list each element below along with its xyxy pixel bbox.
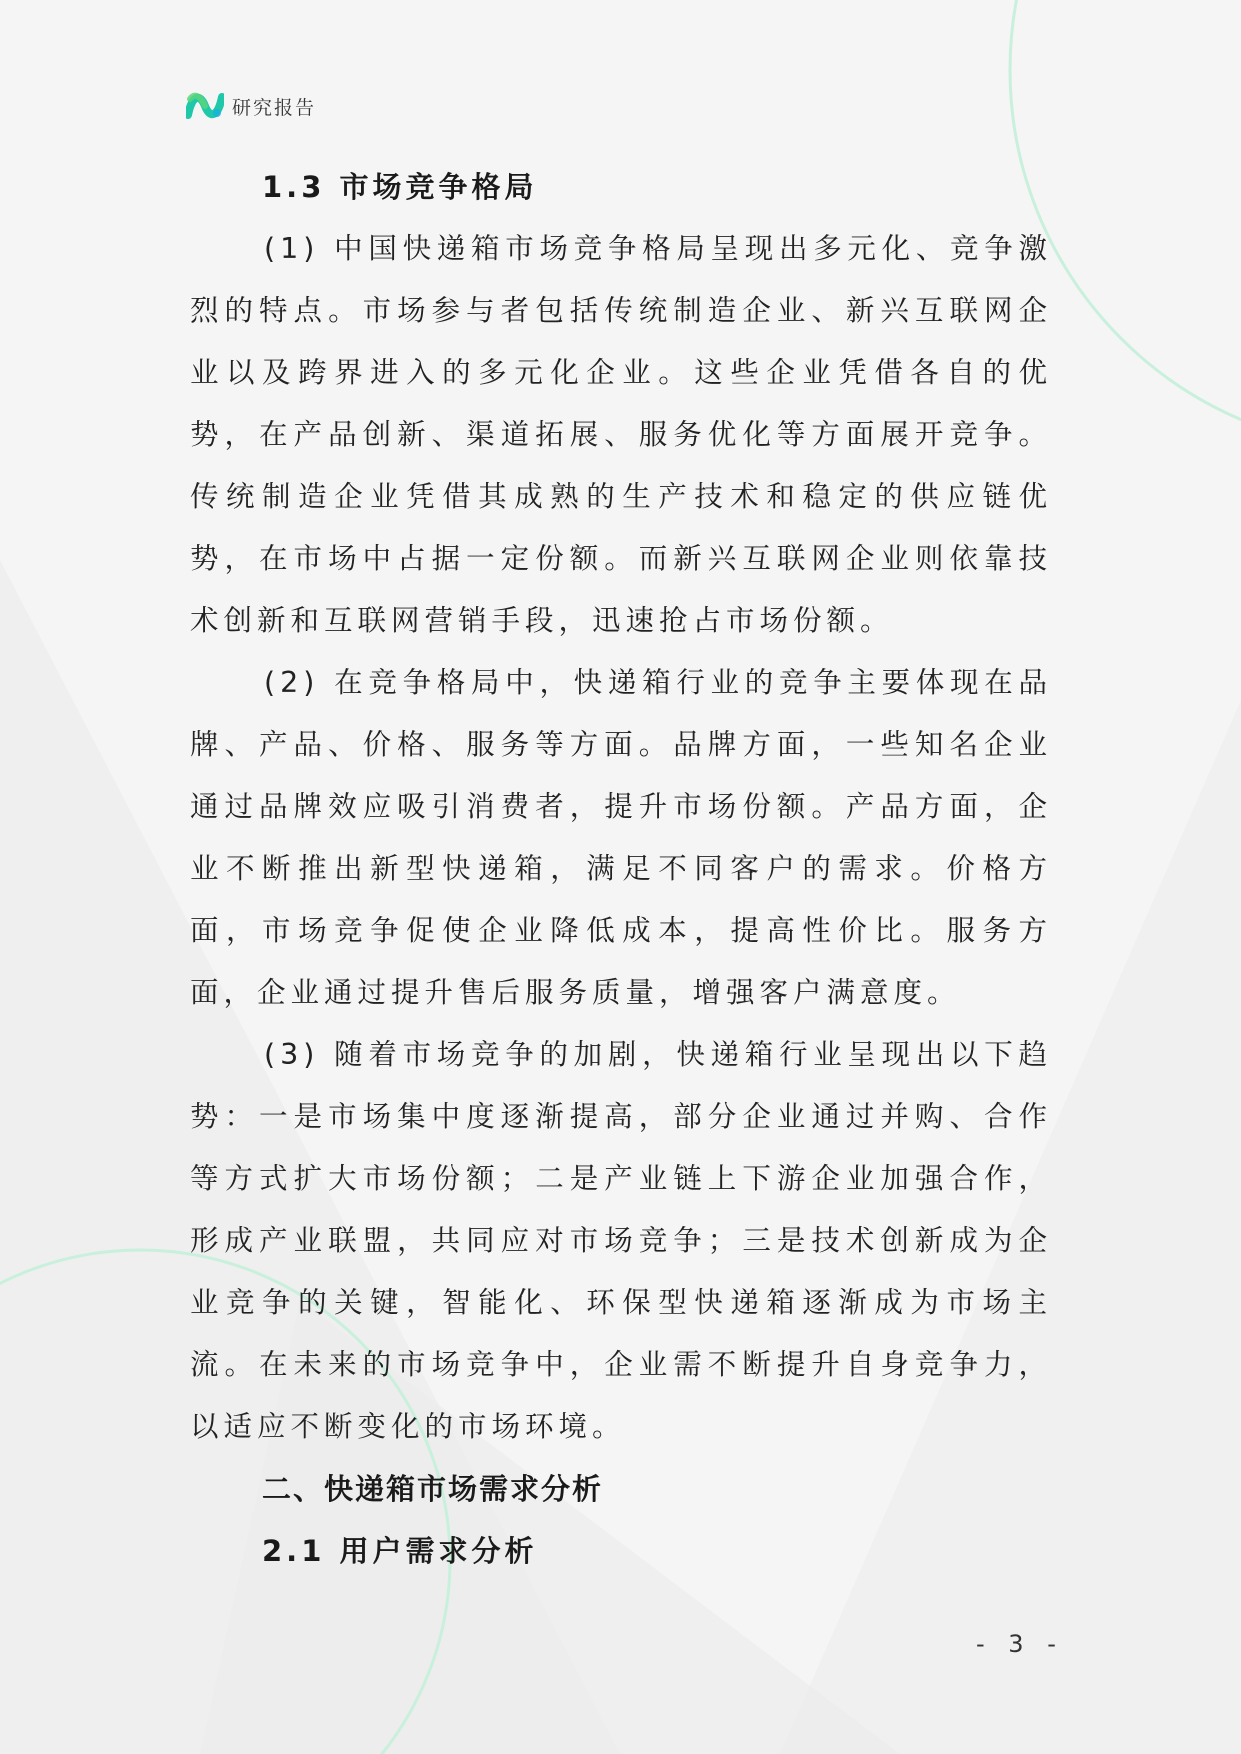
header	[186, 88, 316, 124]
brand-logo-icon	[186, 89, 224, 123]
section-heading: 1.3 市场竞争格局	[262, 170, 538, 204]
document-body	[190, 156, 1052, 1582]
section-heading: 2.1 用户需求分析	[262, 1534, 538, 1568]
chapter-heading: 二、快递箱市场需求分析	[262, 1472, 604, 1506]
paragraph: (1) 中国快递箱市场竞争格局呈现出多元化、竞争激烈的特点。市场参与者包括传统制造企业、新兴互联网企业以及跨界进入的多元化企业。这些企业凭借各自的优势，在产品创新、渠道拓展、服务优化等方面展开竞争。传统制造企业凭借其成熟的生产技术和稳定的供应链优势，在市场中占据一定份额。而新兴互联网企业则依靠技术创新和互联网营销手段，迅速抢占市场份额。	[190, 232, 1052, 637]
header-label: 研究报告	[232, 96, 317, 119]
paragraph: (2) 在竞争格局中，快递箱行业的竞争主要体现在品牌、产品、价格、服务等方面。品牌方面，一些知名企业通过品牌效应吸引消费者，提升市场份额。产品方面，企业不断推出新型快递箱，满足不同客户的需求。价格方面，市场竞争促使企业降低成本，提高性价比。服务方面，企业通过提升售后服务质量，增强客户满意度。	[190, 666, 1052, 1009]
paragraph: (3) 随着市场竞争的加剧，快递箱行业呈现出以下趋势：一是市场集中度逐渐提高，部分企业通过并购、合作等方式扩大市场份额；二是产业链上下游企业加强合作，形成产业联盟，共同应对市场竞争；三是技术创新成为企业竞争的关键，智能化、环保型快递箱逐渐成为市场主流。在未来的市场竞争中，企业需不断提升自身竞争力，以适应不断变化的市场环境。	[190, 1038, 1052, 1443]
page-number: - 3 -	[976, 1630, 1064, 1658]
